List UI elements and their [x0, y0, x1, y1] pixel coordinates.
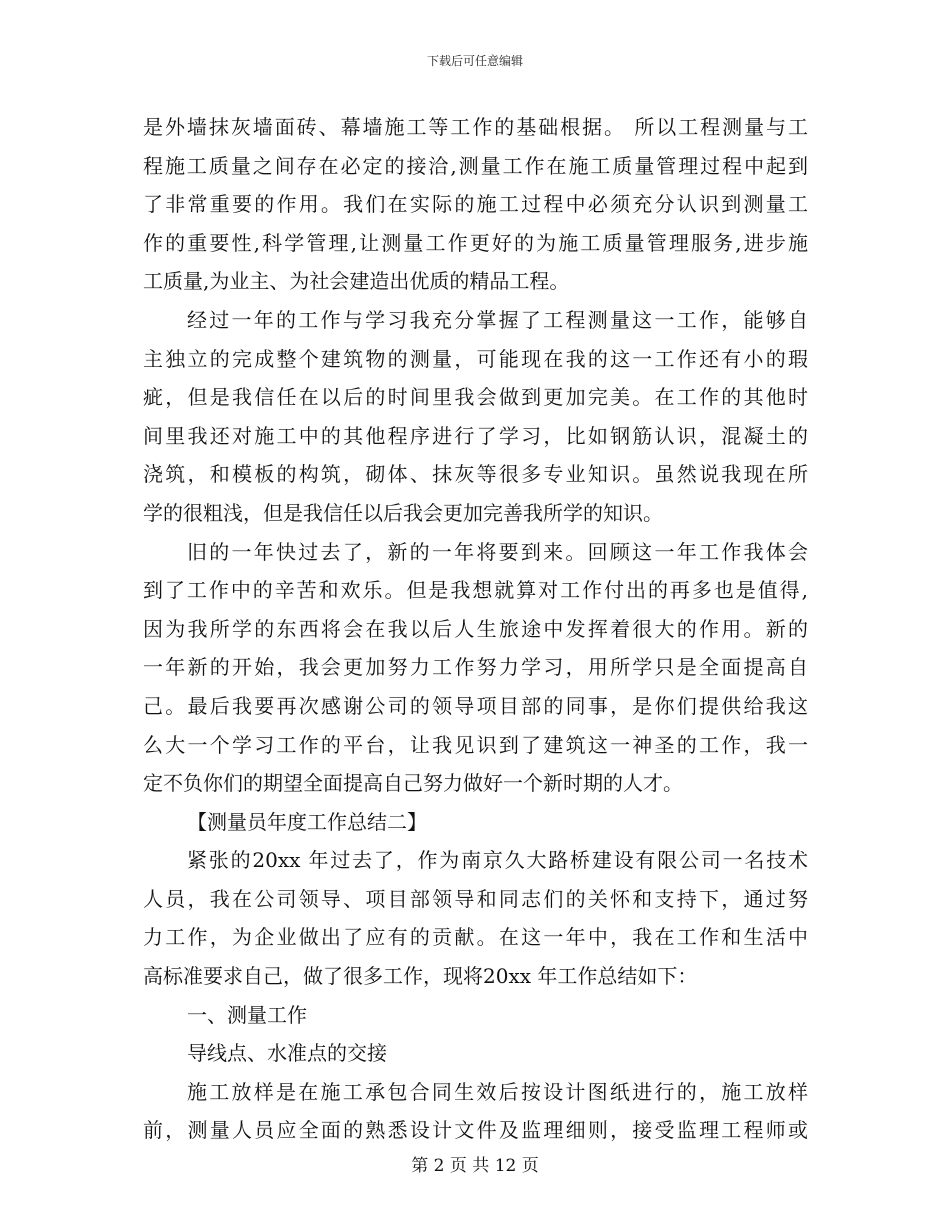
text-line: 疵，但是我信任在以后的时间里我会做到更加完美。在工作的其他时	[143, 385, 808, 410]
text-line: 一年新的开始，我会更加努力工作努力学习，用所学只是全面提高自	[143, 655, 808, 680]
text-line: 定不负你们的期望全面提高自己努力做好一个新时期的人才。	[143, 771, 683, 796]
text-line: 到了工作中的辛苦和欢乐。但是我想就算对工作付出的再多也是值得,	[143, 578, 808, 603]
page-header-note: 下载后可任意编辑	[426, 54, 523, 68]
text-line: 力工作，为企业做出了应有的贡献。在这一年中，我在工作和生活中	[143, 925, 808, 950]
text-line: 因为我所学的东西将会在我以后人生旅途中发挥着很大的作用。新的	[143, 616, 808, 641]
text-line: 工质量,为业主、为社会建造出优质的精品工程。	[143, 269, 570, 294]
text-line: 主独立的完成整个建筑物的测量，可能现在我的这一工作还有小的瑕	[143, 346, 808, 371]
page-number-footer: 第 2 页 共 12 页	[411, 1156, 539, 1176]
text-line: 是外墙抹灰墙面砖、幕墙施工等工作的基础根据。 所以工程测量与工	[143, 115, 808, 139]
text-line: 高标准要求自己，做了很多工作，现将20xx 年工作总结如下：	[143, 964, 698, 989]
text-line: 前，测量人员应全面的熟悉设计文件及监理细则，接受监理工程师或	[143, 1118, 808, 1143]
document-body	[143, 108, 808, 1150]
text-line: 己。最后我要再次感谢公司的领导项目部的同事，是你们提供给我这	[143, 693, 808, 718]
text-line: 浇筑，和模板的构筑，砌体、抹灰等很多专业知识。虽然说我现在所	[143, 462, 808, 487]
text-line: 【测量员年度工作总结二】	[187, 809, 427, 834]
text-line: 了非常重要的作用。我们在实际的施工过程中必须充分认识到测量工	[143, 192, 808, 217]
text-line: 作的重要性,科学管理,让测量工作更好的为施工质量管理服务,进步施	[143, 230, 808, 255]
text-line: 经过一年的工作与学习我充分掌握了工程测量这一工作，能够自	[187, 307, 808, 332]
text-line: 旧的一年快过去了，新的一年将要到来。回顾这一年工作我体会	[187, 539, 808, 564]
text-line: 导线点、水准点的交接	[187, 1041, 387, 1066]
text-line: 一、测量工作	[187, 1002, 307, 1027]
text-line: 么大一个学习工作的平台，让我见识到了建筑这一神圣的工作，我一	[143, 732, 808, 757]
text-line: 间里我还对施工中的其他程序进行了学习，比如钢筋认识，混凝土的	[143, 423, 808, 448]
text-line: 施工放样是在施工承包合同生效后按设计图纸进行的，施工放样	[187, 1079, 808, 1104]
text-line: 学的很粗浅，但是我信任以后我会更加完善我所学的知识。	[143, 500, 663, 525]
text-line: 人员，我在公司领导、项目部领导和同志们的关怀和支持下，通过努	[143, 886, 808, 911]
text-line: 紧张的20xx 年过去了，作为南京久大路桥建设有限公司一名技术	[187, 848, 808, 873]
text-line: 程施工质量之间存在必定的接洽,测量工作在施工质量管理过程中起到	[143, 153, 808, 178]
